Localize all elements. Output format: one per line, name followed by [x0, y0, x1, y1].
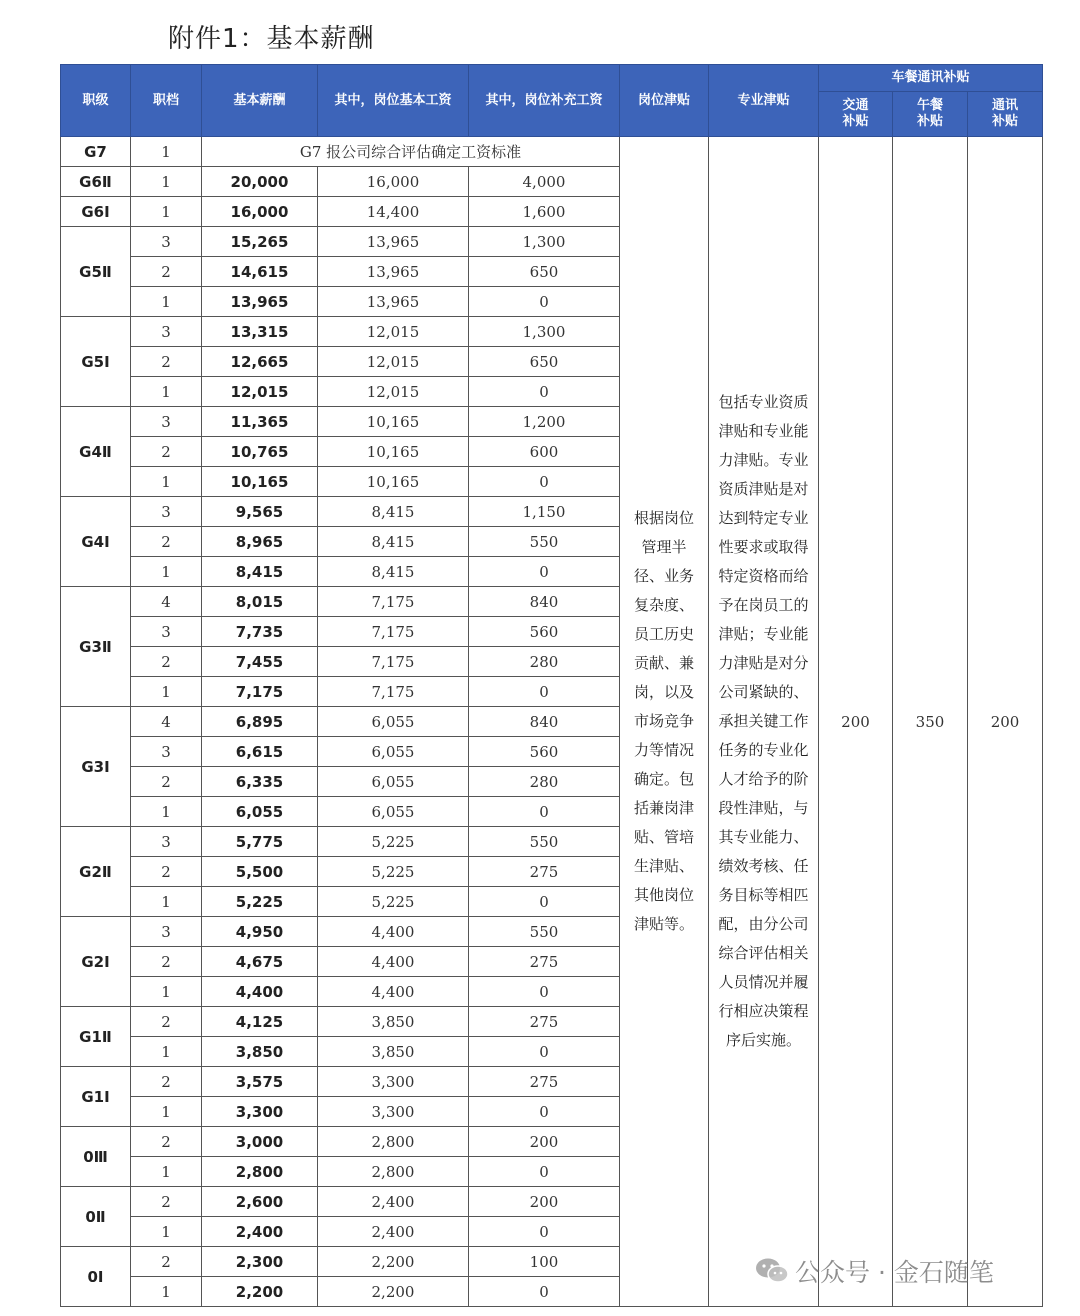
post-base-wage-cell: 6,055	[318, 797, 469, 827]
post-supplement-wage-cell: 200	[469, 1187, 620, 1217]
base-salary-cell: 10,765	[202, 437, 318, 467]
post-supplement-wage-cell: 1,300	[469, 317, 620, 347]
post-supplement-wage-cell: 0	[469, 677, 620, 707]
post-supplement-wage-cell: 100	[469, 1247, 620, 1277]
post-supplement-wage-cell: 0	[469, 1097, 620, 1127]
base-salary-cell: 11,365	[202, 407, 318, 437]
step-cell: 2	[131, 647, 202, 677]
document-title: 附件1：基本薪酬	[168, 24, 375, 54]
post-base-wage-cell: 12,015	[318, 347, 469, 377]
post-base-wage-cell: 4,400	[318, 977, 469, 1007]
post-base-wage-cell: 7,175	[318, 677, 469, 707]
base-salary-cell: 20,000	[202, 167, 318, 197]
grade-cell: 0Ⅱ	[61, 1187, 131, 1247]
post-base-wage-cell: 14,400	[318, 197, 469, 227]
base-salary-cell: 5,225	[202, 887, 318, 917]
grade-cell: G2Ⅱ	[61, 827, 131, 917]
post-supplement-wage-cell: 275	[469, 1007, 620, 1037]
post-base-wage-cell: 5,225	[318, 857, 469, 887]
post-base-wage-cell: 7,175	[318, 647, 469, 677]
step-cell: 1	[131, 1217, 202, 1247]
post-base-wage-cell: 12,015	[318, 317, 469, 347]
post-base-wage-cell: 4,400	[318, 917, 469, 947]
post-base-wage-cell: 2,400	[318, 1217, 469, 1247]
base-salary-cell: 8,015	[202, 587, 318, 617]
post-allowance-description: 根据岗位管理半径、业务复杂度、员工历史贡献、兼岗，以及市场竞争力等情况确定。包括兼岗津贴、管培生津贴、其他岗位津贴等。	[620, 137, 709, 1307]
header-post-supplement-wage: 其中，岗位补充工资	[469, 65, 620, 137]
post-supplement-wage-cell: 200	[469, 1127, 620, 1157]
post-base-wage-cell: 6,055	[318, 737, 469, 767]
step-cell: 3	[131, 497, 202, 527]
post-supplement-wage-cell: 275	[469, 947, 620, 977]
step-cell: 1	[131, 377, 202, 407]
base-salary-cell: 14,615	[202, 257, 318, 287]
base-salary-cell: 2,600	[202, 1187, 318, 1217]
post-base-wage-cell: 8,415	[318, 527, 469, 557]
base-salary-cell: 7,455	[202, 647, 318, 677]
base-salary-cell: 6,895	[202, 707, 318, 737]
post-base-wage-cell: 4,400	[318, 947, 469, 977]
base-salary-cell: 12,665	[202, 347, 318, 377]
post-supplement-wage-cell: 1,200	[469, 407, 620, 437]
grade-cell: 0Ⅰ	[61, 1247, 131, 1307]
step-cell: 1	[131, 1157, 202, 1187]
base-salary-cell: 15,265	[202, 227, 318, 257]
base-salary-cell: 12,015	[202, 377, 318, 407]
step-cell: 2	[131, 1187, 202, 1217]
header-grade: 职级	[61, 65, 131, 137]
table-header	[61, 65, 1043, 137]
post-supplement-wage-cell: 550	[469, 827, 620, 857]
grade-cell: G5Ⅰ	[61, 317, 131, 407]
post-supplement-wage-cell: 0	[469, 797, 620, 827]
base-salary-cell: 3,000	[202, 1127, 318, 1157]
base-salary-cell: 4,125	[202, 1007, 318, 1037]
post-supplement-wage-cell: 0	[469, 1037, 620, 1067]
post-base-wage-cell: 10,165	[318, 467, 469, 497]
step-cell: 3	[131, 737, 202, 767]
grade-cell: G7	[61, 137, 131, 167]
grade-cell: G2Ⅰ	[61, 917, 131, 1007]
step-cell: 1	[131, 1277, 202, 1307]
base-salary-cell: 2,300	[202, 1247, 318, 1277]
post-supplement-wage-cell: 1,150	[469, 497, 620, 527]
post-supplement-wage-cell: 1,600	[469, 197, 620, 227]
professional-allowance-description: 包括专业资质津贴和专业能力津贴。专业资质津贴是对达到特定专业性要求或取得特定资格而给予在岗员工的津贴；专业能力津贴是对分公司紧缺的、承担关键工作任务的专业化人才给予的阶段性津贴，与其专业能力、绩效考核、任务目标等相匹配，由分公司综合评估相关人员情况并履行相应决策程序后实施。	[709, 137, 819, 1307]
header-lunch-subsidy	[893, 92, 968, 137]
post-supplement-wage-cell: 1,300	[469, 227, 620, 257]
grade-cell: G6Ⅱ	[61, 167, 131, 197]
base-salary-cell: 4,950	[202, 917, 318, 947]
step-cell: 1	[131, 137, 202, 167]
lunch-subsidy-value: 350	[893, 137, 968, 1307]
post-base-wage-cell: 3,850	[318, 1037, 469, 1067]
base-salary-cell: 8,415	[202, 557, 318, 587]
header-communication-subsidy	[968, 92, 1043, 137]
post-base-wage-cell: 16,000	[318, 167, 469, 197]
step-cell: 1	[131, 287, 202, 317]
base-salary-cell: 2,200	[202, 1277, 318, 1307]
step-cell: 2	[131, 1067, 202, 1097]
step-cell: 3	[131, 917, 202, 947]
post-base-wage-cell: 5,225	[318, 827, 469, 857]
grade-cell: G6Ⅰ	[61, 197, 131, 227]
post-supplement-wage-cell: 0	[469, 467, 620, 497]
step-cell: 2	[131, 947, 202, 977]
step-cell: 1	[131, 887, 202, 917]
post-supplement-wage-cell: 840	[469, 707, 620, 737]
header-post-base-wage: 其中，岗位基本工资	[318, 65, 469, 137]
grade-cell: G1Ⅰ	[61, 1067, 131, 1127]
post-base-wage-cell: 2,200	[318, 1277, 469, 1307]
post-supplement-wage-cell: 650	[469, 257, 620, 287]
post-supplement-wage-cell: 0	[469, 377, 620, 407]
post-base-wage-cell: 3,300	[318, 1097, 469, 1127]
base-salary-cell: 10,165	[202, 467, 318, 497]
base-salary-cell: 2,800	[202, 1157, 318, 1187]
base-salary-cell: 3,300	[202, 1097, 318, 1127]
post-supplement-wage-cell: 0	[469, 1217, 620, 1247]
base-salary-cell: 6,615	[202, 737, 318, 767]
post-supplement-wage-cell: 4,000	[469, 167, 620, 197]
base-salary-cell: 3,850	[202, 1037, 318, 1067]
base-salary-cell: 9,565	[202, 497, 318, 527]
post-base-wage-cell: 2,800	[318, 1157, 469, 1187]
grade-cell: 0Ⅲ	[61, 1127, 131, 1187]
grade-cell: G4Ⅰ	[61, 497, 131, 587]
step-cell: 1	[131, 797, 202, 827]
base-salary-cell: 5,775	[202, 827, 318, 857]
step-cell: 1	[131, 197, 202, 227]
transport-subsidy-value: 200	[819, 137, 893, 1307]
post-supplement-wage-cell: 275	[469, 1067, 620, 1097]
base-salary-cell: 8,965	[202, 527, 318, 557]
step-cell: 2	[131, 1127, 202, 1157]
post-base-wage-cell: 2,800	[318, 1127, 469, 1157]
header-subsidy-group: 车餐通讯补贴	[819, 65, 1043, 92]
step-cell: 3	[131, 617, 202, 647]
grade-cell: G4Ⅱ	[61, 407, 131, 497]
step-cell: 1	[131, 977, 202, 1007]
post-supplement-wage-cell: 280	[469, 647, 620, 677]
step-cell: 4	[131, 707, 202, 737]
header-transport-label: 交通 补贴	[842, 98, 869, 129]
step-cell: 1	[131, 1097, 202, 1127]
header-transport-subsidy	[819, 92, 893, 137]
step-cell: 2	[131, 257, 202, 287]
salary-table	[60, 64, 1043, 1307]
base-salary-cell: 3,575	[202, 1067, 318, 1097]
watermark	[755, 1253, 994, 1289]
base-salary-cell: 5,500	[202, 857, 318, 887]
grade-cell: G3Ⅰ	[61, 707, 131, 827]
wechat-logo-icon	[755, 1257, 789, 1285]
step-cell: 2	[131, 347, 202, 377]
header-post-allowance: 岗位津贴	[620, 65, 709, 137]
step-cell: 2	[131, 1247, 202, 1277]
post-supplement-wage-cell: 275	[469, 857, 620, 887]
post-supplement-wage-cell: 650	[469, 347, 620, 377]
step-cell: 1	[131, 167, 202, 197]
communication-subsidy-value: 200	[968, 137, 1043, 1307]
post-supplement-wage-cell: 280	[469, 767, 620, 797]
base-salary-cell: 7,735	[202, 617, 318, 647]
post-base-wage-cell: 8,415	[318, 497, 469, 527]
post-supplement-wage-cell: 560	[469, 617, 620, 647]
base-salary-cell: 16,000	[202, 197, 318, 227]
post-base-wage-cell: 6,055	[318, 707, 469, 737]
post-base-wage-cell: 3,300	[318, 1067, 469, 1097]
post-base-wage-cell: 12,015	[318, 377, 469, 407]
step-cell: 2	[131, 437, 202, 467]
header-step: 职档	[131, 65, 202, 137]
post-supplement-wage-cell: 550	[469, 917, 620, 947]
base-salary-cell: 4,675	[202, 947, 318, 977]
post-base-wage-cell: 10,165	[318, 437, 469, 467]
step-cell: 3	[131, 827, 202, 857]
step-cell: 1	[131, 467, 202, 497]
base-salary-cell: 6,335	[202, 767, 318, 797]
step-cell: 1	[131, 1037, 202, 1067]
step-cell: 3	[131, 227, 202, 257]
step-cell: 2	[131, 1007, 202, 1037]
post-base-wage-cell: 13,965	[318, 287, 469, 317]
post-supplement-wage-cell: 840	[469, 587, 620, 617]
table-row	[61, 137, 1043, 167]
step-cell: 2	[131, 767, 202, 797]
post-supplement-wage-cell: 0	[469, 1157, 620, 1187]
post-supplement-wage-cell: 600	[469, 437, 620, 467]
header-professional-allowance: 专业津贴	[709, 65, 819, 137]
header-communication-label: 通讯 补贴	[992, 98, 1019, 129]
grade-cell: G5Ⅱ	[61, 227, 131, 317]
post-supplement-wage-cell: 560	[469, 737, 620, 767]
post-supplement-wage-cell: 0	[469, 557, 620, 587]
post-base-wage-cell: 5,225	[318, 887, 469, 917]
post-base-wage-cell: 6,055	[318, 767, 469, 797]
post-supplement-wage-cell: 0	[469, 1277, 620, 1307]
step-cell: 3	[131, 317, 202, 347]
post-supplement-wage-cell: 0	[469, 977, 620, 1007]
step-cell: 2	[131, 527, 202, 557]
post-base-wage-cell: 8,415	[318, 557, 469, 587]
post-base-wage-cell: 7,175	[318, 617, 469, 647]
post-base-wage-cell: 2,400	[318, 1187, 469, 1217]
post-supplement-wage-cell: 0	[469, 887, 620, 917]
watermark-text: 公众号 · 金石随笔	[795, 1258, 994, 1287]
post-supplement-wage-cell: 0	[469, 287, 620, 317]
g7-note-cell: G7 报公司综合评估确定工资标准	[202, 137, 620, 167]
post-base-wage-cell: 7,175	[318, 587, 469, 617]
table-body	[61, 137, 1043, 1307]
grade-cell: G3Ⅱ	[61, 587, 131, 707]
base-salary-cell: 6,055	[202, 797, 318, 827]
step-cell: 3	[131, 407, 202, 437]
post-base-wage-cell: 2,200	[318, 1247, 469, 1277]
header-base-salary: 基本薪酬	[202, 65, 318, 137]
grade-cell: G1Ⅱ	[61, 1007, 131, 1067]
base-salary-cell: 4,400	[202, 977, 318, 1007]
step-cell: 1	[131, 677, 202, 707]
base-salary-cell: 13,965	[202, 287, 318, 317]
base-salary-cell: 13,315	[202, 317, 318, 347]
base-salary-cell: 2,400	[202, 1217, 318, 1247]
step-cell: 1	[131, 557, 202, 587]
step-cell: 2	[131, 857, 202, 887]
post-base-wage-cell: 13,965	[318, 227, 469, 257]
post-base-wage-cell: 3,850	[318, 1007, 469, 1037]
post-supplement-wage-cell: 550	[469, 527, 620, 557]
header-lunch-label: 午餐 补贴	[916, 98, 943, 129]
post-base-wage-cell: 10,165	[318, 407, 469, 437]
base-salary-cell: 7,175	[202, 677, 318, 707]
post-base-wage-cell: 13,965	[318, 257, 469, 287]
step-cell: 4	[131, 587, 202, 617]
